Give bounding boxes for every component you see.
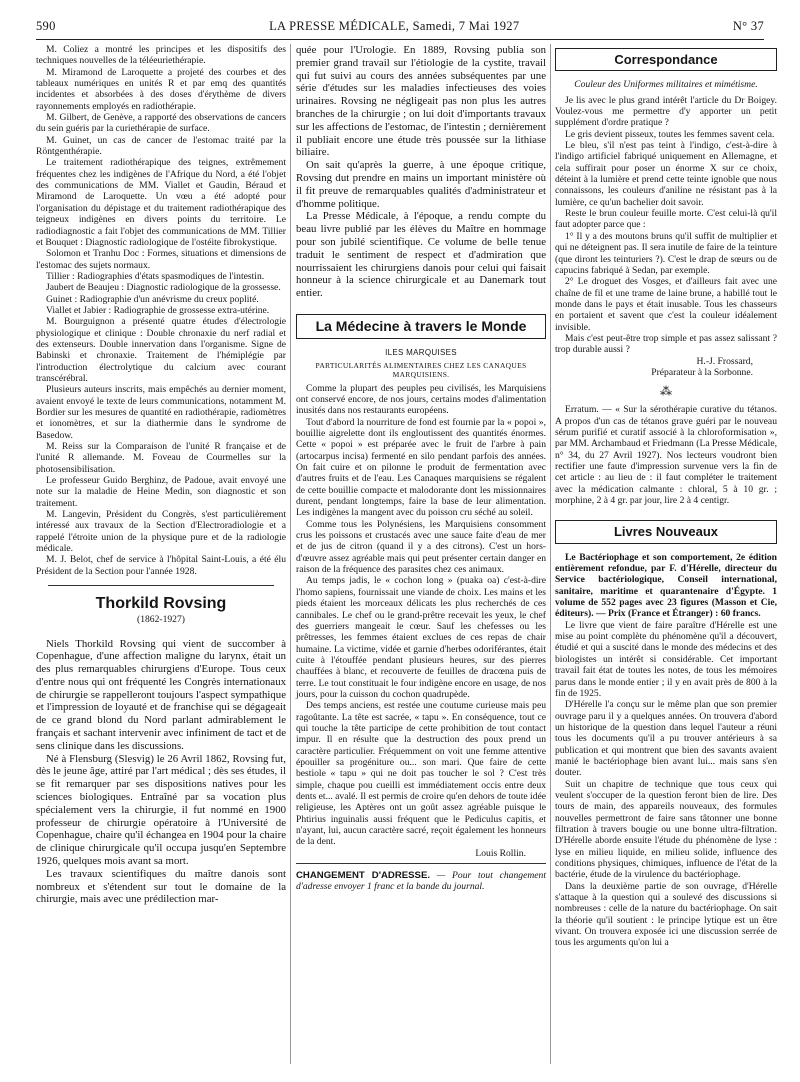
congress-report <box>36 44 286 577</box>
paragraph: Jaubert de Beaujeu : Diagnostic radiologique de la grossesse. <box>46 282 281 294</box>
notice-divider <box>296 863 546 864</box>
subtitle-particularites: PARTICULARITÉS ALIMENTAIRES CHEZ LES CANAQUES MARQUISIENS. <box>315 360 527 379</box>
section-title-correspondance: Correspondance <box>555 48 777 71</box>
paragraph: M. Reiss sur la Comparaison de l'unité R française et de l'unité R allemande. M. Foveau de Courmelles sur la photosensibilisation. <box>36 441 286 475</box>
obituary-body <box>36 638 286 907</box>
section-title-livres: Livres Nouveaux <box>555 520 777 543</box>
section-divider <box>48 585 274 586</box>
paragraph: Né à Flensburg (Slesvig) le 26 Avril 1862, Rovsing fut, dès le jeune âge, attiré par l'art médical ; dès ses études, il se fit remarquer par ses dispositions natives pour les sciences biologiques. Entraîné par sa vocation plus spécialement vers la chirurgie, il fut nommé en 1900 professeur de chirurgie opératoire à l'Université de Copenhague, chaire qu'il échangea en 1904 pour la chaire de clinique chirurgicale qu'il occupa jusqu'en Septembre 1926, quelques mois avant sa mort. <box>36 752 286 868</box>
paragraph: Guinet : Radiographie d'un anévrisme du creux poplité. <box>46 293 259 305</box>
obituary-dates: (1862-1927) <box>137 614 185 626</box>
paragraph: Reste le brun couleur feuille morte. C'est celui-là qu'il faut adopter parce que : <box>555 208 777 231</box>
paragraph: Le bleu, s'il n'est pas teint à l'indigo, c'est-à-dire à l'indigo artificiel fabriqué uniquement en Allemagne, et cela suffirait pour poser un énorme X sur ce choix, déteint à la lumière et prend cette teinte ignoble que nous connaissons, les couleurs d'aniline ne résistant pas à la lumière, ce qu'un bachelier doit savoir. <box>555 140 777 208</box>
marquises-article <box>296 383 546 848</box>
paragraph: Plusieurs auteurs inscrits, mais empêchés au dernier moment, avaient envoyé le texte de leurs communications, notamment M. Bordier sur les mesures de quantité en radiothérapie, radiomètres et ionomètres, et sur la diathermie dans le syndrome de Basedow. <box>36 384 286 441</box>
book-heading: Le Bactériophage et son comportement, 2e édition entièrement refondue, par F. d'Hérelle, directeur du Service bactériologique, Conseil international, sanitaire, maritime et quarantenaire d'Égypte. 1 volume de 552 pages avec 23 figures (Masson et Cie, éditeurs). — Prix (France et Étranger) : 60 francs. <box>555 551 777 620</box>
section-title-medecine: La Médecine à travers le Monde <box>296 314 546 339</box>
notice-text: — Pour tout changement d'adresse envoyer 1 franc et la bande du journal. <box>296 870 546 893</box>
notice-label: CHANGEMENT D'ADRESSE. <box>296 870 431 882</box>
correspondance-letter <box>555 95 777 356</box>
column-3 <box>555 44 777 949</box>
paragraph: Les travaux scientifiques du maître danois sont nombreux et s'étendent sur tout le domaine de la chirurgie, mais avec une prédilection mar- <box>36 867 286 906</box>
paragraph: M. Miramond de Laroquette a projeté des courbes et des tableaux numériques en unités R et par emq des quantités incidentes et absorbées à des doses d'érythème de divers rayonnements employés en radiothérapie. <box>36 66 286 112</box>
paragraph: Je lis avec le plus grand intérêt l'article du Dr Boigey. Voulez-vous me permettre d'y apporter un petit supplément d'ordre pratique ? <box>555 94 777 129</box>
address-notice <box>296 870 546 893</box>
paragraph: M. Bourguignon a présenté quatre études d'électrologie physiologique et clinique : Double chronaxie du nerf radial et des extenseurs. Double innervation dans l'organisme. Signe de Babinski et chronaxie. Traitement de l'hémiplégie par l'introduction électrolytique du calcium avec courant transcérébral. <box>36 316 286 384</box>
paragraph: On sait qu'après la guerre, à une époque critique, Rovsing dut prendre en mains un important ministère où il fit preuve de remarquables qualités d'administrateur et d'homme politique. <box>296 159 546 210</box>
paragraph: Comme tous les Polynésiens, les Marquisiens consomment crus les poissons et crustacés avec une sauce faite d'eau de mer et de jus de citron (quand il y a des citrons). C'est un hors-d'œuvre assez agréable mais qui peut présenter certain danger en raison de la fréquence des parasites chez ces animaux. <box>296 518 546 576</box>
paragraph: La Presse Médicale, à l'époque, a rendu compte du beau livre publié par les élèves du Maître en hommage pour son jubilé scientifique. Ce volume de belle tenue traduit le sentiment de respect et d'admiration que nourrissaient les chirurgiens danois pour celui qui faisait honneur à la science chirurgicale et au Danemark tout entier. <box>296 210 546 300</box>
paragraph: Dans la deuxième partie de son ouvrage, d'Hérelle s'attaque à la question qui a soulevé des discussions si nombreuses : celle de la nature du bactériophage. On sait la théorie qu'il soutient : le principe lytique est un être vivant. On trouvera exposée ici une discussion serrée de tous les arguments qu'on lui a <box>555 880 777 949</box>
paragraph: Au temps jadis, le « cochon long » (puaka oa) c'est-à-dire l'homo sapiens, fournissait une viande de choix. Les mains et les pieds étaient les morceaux délicats les plus recherchés de ces cannibales. Le chef ou le grand-prêtre recevait les yeux, le chef des guerriers mangeait le cœur. Sauf les chefesses ou les prêtresses, les femmes étaient exclues de ces repas de chair humaine. La victime, vidée et garnie d'herbes odoriférantes, était cuite à l'étouffée pendant plusieurs heures, sur des pierres chauffées à blanc, et recouverte de feuilles de dracœna puis de terre. Le tout constituait le four indigène encore en usage, de nos jours, pour la cuisson du cochon quadrupède. <box>296 575 546 700</box>
column-1 <box>36 44 286 906</box>
correspondent-title: Préparateur à la Sorbonne. <box>651 366 753 378</box>
obituary-continued <box>296 44 546 300</box>
page-number: 590 <box>36 18 56 33</box>
paragraph: M. Guinet, un cas de cancer de l'estomac traité par la Röntgenthérapie. <box>36 134 286 158</box>
paragraph: M. Coliez a montré les principes et les dispositifs des techniques nouvelles de la téléeuriethérapie. <box>36 44 286 67</box>
paragraph: Le livre que vient de faire paraître d'Hérelle est une mise au point complète du phénomène qu'il a découvert, étudié et qui a suscité dans le monde des médecins et des biologistes un intérêt si considérable. Cet important travail fait état de toutes les notes, de tous les mémoires parus dans le monde entier ; il y en avait près de 800 à la fin de 1925. <box>555 619 777 699</box>
page-header <box>36 16 764 36</box>
column-2 <box>296 44 546 893</box>
paragraph: Solomon et Tranhu Doc : Formes, situations et dimensions de l'estomac des sujets normaux. <box>36 248 286 271</box>
paragraph: Le gris devient pisseux, toutes les femmes savent cela. <box>565 128 775 140</box>
paragraph: Tillier : Radiographies d'états spasmodiques de l'intestin. <box>46 270 265 282</box>
issue-number: N° 37 <box>732 18 764 33</box>
paragraph: Le traitement radiothérapique des teignes, extrêmement fréquentes chez les indigènes de l'Afrique du Nord, a été l'objet des communications de MM. Viallet et Gaudin, Béraud et Miramond de Laroquette. Un vœu a été adopté pour l'organisation du dépistage et du traitement radiothérapique des teigneux indigènes en divers points du territoire. Le radiodiagnostic a fait l'objet des communications de MM. Tillier et Bouquet : Diagnostic radiologique de l'ostéite fibrokystique. <box>36 157 286 248</box>
paragraph: Viallet et Jabier : Radiographie de grossesse extra-utérine. <box>46 304 270 316</box>
paragraph: quée pour l'Urologie. En 1889, Rovsing publia son premier grand travail sur l'étiologie de la cystite, travail qui fut suivi au cours des années subséquentes par une série d'études sur les maladies infectieuses des voies urinaires. Rovsing ne négligeait pas non plus les autres branches de la chirurgie ; on lui doit d'importants travaux sur les affections de l'estomac, de l'intestin ; dernièrement il publiait encore une étude très poussée sur la lithiase biliaire. <box>296 44 546 159</box>
journal-title: LA PRESSE MÉDICALE, Samedi, 7 Mai 1927 <box>269 18 520 33</box>
paragraph: D'Hérelle l'a conçu sur le même plan que son premier ouvrage paru il y a quelques années. On trouvera d'abord un historique de la question dans lequel l'auteur a réuni tous les documents qu'il a pu trouver antérieurs à sa publication et qui montrent que bien des savants avaient manié le bactériophage bien avant lui... mais sans s'en douter. <box>555 699 777 779</box>
obituary-title: Thorkild Rovsing <box>95 595 227 613</box>
subtitle-marquises: ILES MARQUISES <box>385 348 457 358</box>
paragraph: 1° Il y a des moutons bruns qu'il suffit de multiplier et qui ne déteignent pas. Il sera inutile de faire de la teinture (que diront les teinturiers ?). C'est le drap de sœurs ou de capucins fabriqué à Sedan, par exemple. <box>555 230 777 276</box>
paragraph: Le professeur Guido Berghinz, de Padoue, avait envoyé une note sur la maladie de Heine Medin, son diagnostic et son traitement. <box>36 475 286 509</box>
header-rule <box>36 39 764 40</box>
paragraph: Niels Thorkild Rovsing qui vient de succomber à Copenhague, d'une affection maligne du larynx, était un des plus remarquables chirurgiens d'Europe. Tous ceux d'entre nous qui ont fréquenté les Congrès internationaux de chirurgie se rappelleront toujours l'aspect sympathique et l'impression de loyauté et de franchise qui se dégageait de ce grand blond du Nord parlant admirablement le français et sachant intervenir avec infiniment de tact et de sens clinique dans les discussions. <box>36 637 286 752</box>
paragraph: Mais c'est peut-être trop simple et pas assez salissant ? trop durable aussi ? <box>555 332 777 356</box>
correspondance-subtitle: Couleur des Uniformes militaires et mimétisme. <box>574 79 758 91</box>
paragraph: M. Langevin, Président du Congrès, s'est particulièrement intéressé aux travaux de la Section d'Electroradiologie et a rappelé l'étroite union de la physique pure et de la radiologie médicale. <box>36 509 286 555</box>
paragraph: Comme la plupart des peuples peu civilisés, les Marquisiens ont conservé encore, de nos jours, certains modes d'alimentation inusités dans nos restaurants européens. <box>296 382 546 417</box>
erratum-block <box>555 404 777 506</box>
correspondent-name: H.-J. Frossard, <box>696 355 753 367</box>
paragraph: 2° Le droguet des Vosges, et d'ailleurs fait avec une chaîne de fil et une trame de laine brune, a habillé tout le monde dans le pays et était inusable. Tous les chasseurs en portaient et savent que c'est la couleur idéalement invisible. <box>555 276 777 333</box>
paragraph: Erratum. — « Sur la sérothérapie curative du tétanos. A propos d'un cas de tétanos grave guéri par le nouveau sérum purifié et curatif associé à la chloroformisation », par MM. Archambaud et Friedmann (La Presse Médicale, n° 34, du 27 Avril 1927). Nos lecteurs voudront bien rectifier une faute d'impression survenue vers la fin de cet article : au lieu de : il faut compléter le traitement avec la médication calmante : chloral, 5 à 10 gr. ; morphine, 2 à 4 gr. par jour, lire 2 à 4 centigr. <box>555 404 777 507</box>
paragraph: M. Gilbert, de Genève, a rapporté des observations de cancers du sein guéris par la curiethérapie de surface. <box>36 112 286 135</box>
paragraph: Tout d'abord la nourriture de fond est fournie par la « popoi », bouillie aigrelette dont ils engloutissent des quantités énormes. Cette « popoi » est préparée avec le fruit de l'arbre à pain (artocarpus incisa) fermenté en silo pendant parfois des années. On fait cuire et on pilonne le produit de fermentation avec d'autres fruits et de l'eau. Les Canaques marquisiens se régalent de cette bouillie compacte et malodorante dont les missionnaires durent, pendant longtemps, faire la base de leur alimentation. Les indigènes la mangent avec du poisson cru séché au soleil. <box>296 416 546 519</box>
column-divider <box>550 44 551 1064</box>
paragraph: Suit un chapitre de technique que tous ceux qui veulent s'occuper de la question feront bien de lire. Des tours de main, des appareils nouveaux, des formules nouvelles permettront de faire sans tâtonner une bonne filtration à travers bougie ou une bonne ultra-filtration. D'Hérelle aborde ensuite l'étude du phénomène de lyse : lyse en milieu liquide, en milieu solide, influence des conditions physiques, chimiques, influence de l'état de la bactérie, étude de la virulence du bactériophage. <box>555 778 777 881</box>
column-divider <box>290 44 291 1064</box>
paragraph: M. J. Belot, chef de service à l'hôpital Saint-Louis, a été élu Président de la Section pour l'année 1928. <box>36 554 286 577</box>
separator-stars: ⁂ <box>660 384 672 399</box>
book-review <box>555 552 777 949</box>
paragraph: Des temps anciens, est restée une coutume curieuse mais peu ragoûtante. La tête est sacrée, « tapu ». En conséquence, tout ce qui touche la tête participe de cette prohibition de tout contact impur. Il en résulte que la destruction des poux prend un caractère particulier. Fréquemment on voit une femme attentive épouiller sa progéniture ou... son mari. Que faire de cette bestiole « tapu » qui ne doit pas toucher le sol ? C'est très simple, chaque pou cueilli est immédiatement occis entre deux dents et... avalé. Il est permis de croire qu'en dehors de toute idée religieuse, les Aptères ont un goût assez agréable puisque le Phtirius inguinalis aussi fréquent que le Pediculus capitis, et n'ayant, lui, aucun caractère sacré, reçoit également les honneurs de la dent. <box>296 700 547 848</box>
author-signature: Louis Rollin. <box>475 847 526 859</box>
